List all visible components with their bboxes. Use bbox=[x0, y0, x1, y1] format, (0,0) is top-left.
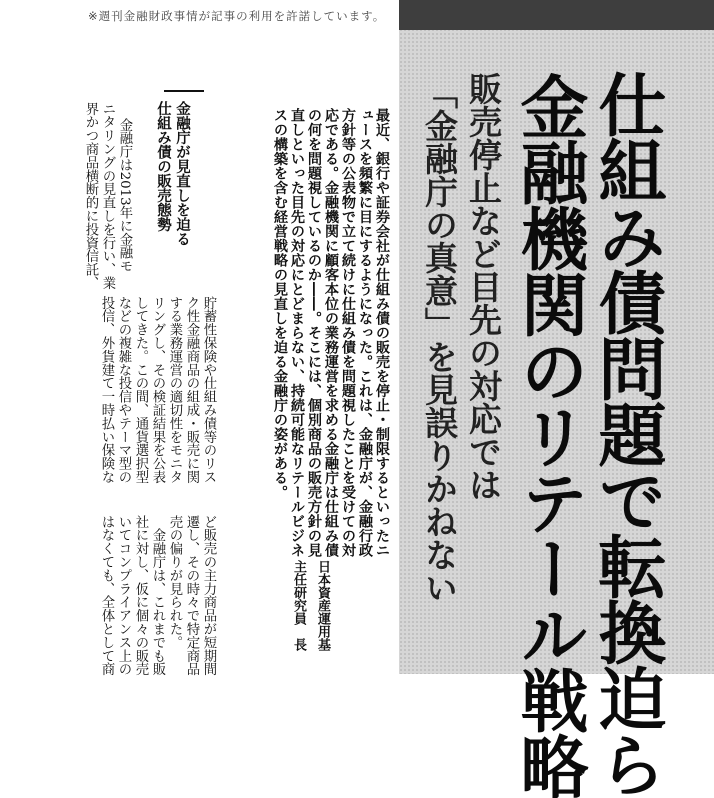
lead-line: の何を問題視しているのか――。そこには、個別商品の販売方針の見 bbox=[306, 108, 322, 558]
body-line: 売の偏りが見られた。 bbox=[167, 515, 182, 649]
body-line: 金融庁は、これまでも販 bbox=[150, 515, 165, 676]
body-line: してきた。この間、通貨選択型 bbox=[133, 296, 148, 484]
body-line: ど販売の主力商品が短期間 bbox=[201, 515, 216, 676]
body-line: 遷し、その時々で特定商品 bbox=[184, 515, 199, 676]
lead-line: スの構築を含む経営戦略の見直しを迫る金融庁の姿がある。 bbox=[272, 108, 288, 500]
lead-line: 応である。金融機関に顧客本位の業務運営を求める金融庁は仕組み債 bbox=[323, 108, 339, 558]
author-organization: 日本資産運用基 bbox=[315, 560, 330, 651]
headline-line-2: 金融機関のリテール戦略 bbox=[509, 72, 588, 798]
section-heading-line-1: 金融庁が見直しを迫る bbox=[174, 101, 190, 246]
section-divider bbox=[164, 90, 204, 92]
subtitle-line-1: 販売停止など目先の対応では bbox=[464, 72, 503, 501]
body-line: する業務運営の適切性をモニタ bbox=[167, 296, 182, 484]
body-line: などの複雑な投信やテーマ型の bbox=[116, 296, 131, 484]
body-line: 社に対し、仮に個々の販売 bbox=[133, 515, 148, 676]
body-line: はなくても、全体として商 bbox=[99, 515, 114, 676]
body-line: 界かつ商品横断的に投資信託、 bbox=[83, 102, 98, 290]
body-line: いてコンプライアンス上の bbox=[116, 515, 131, 676]
title-panel-top-band bbox=[399, 0, 714, 30]
body-line: 金融庁は2013年に金融モ bbox=[117, 118, 132, 273]
author-title: 主任研究員 長 bbox=[291, 560, 306, 651]
body-line: 貯蓄性保険や仕組み債等のリス bbox=[201, 296, 216, 484]
lead-line: ュースを頻繁に目にするようになった。これは、金融庁が、金融行政 bbox=[357, 108, 373, 558]
section-heading-line-2: 仕組み債の販売態勢 bbox=[155, 101, 171, 232]
lead-line: 方針等の公表物で立て続けに仕組み債を問題視したことを受けての対 bbox=[340, 108, 356, 558]
headline-line-1: 仕組み債問題で転換迫ら bbox=[587, 70, 666, 796]
body-line: 投信、外貨建て一時払い保険な bbox=[99, 296, 114, 484]
body-line: ク性金融商品の組成・販売に関 bbox=[184, 296, 199, 484]
body-line: ニタリングの見直しを行い、業 bbox=[100, 102, 115, 290]
body-line: リングし、その検証結果を公表 bbox=[150, 296, 165, 484]
lead-line: 直しといった目先の対応にとどまらない、持続可能なリテールビジネ bbox=[289, 108, 305, 558]
subtitle-line-2: 「金融庁の真意」を見誤りかねない bbox=[420, 76, 459, 604]
lead-line: 最近、銀行や証券会社が仕組み債の販売を停止・制限するといったニ bbox=[374, 108, 390, 558]
permission-notice: ※週刊金融財政事情が記事の利用を許諾しています。 bbox=[88, 9, 386, 23]
